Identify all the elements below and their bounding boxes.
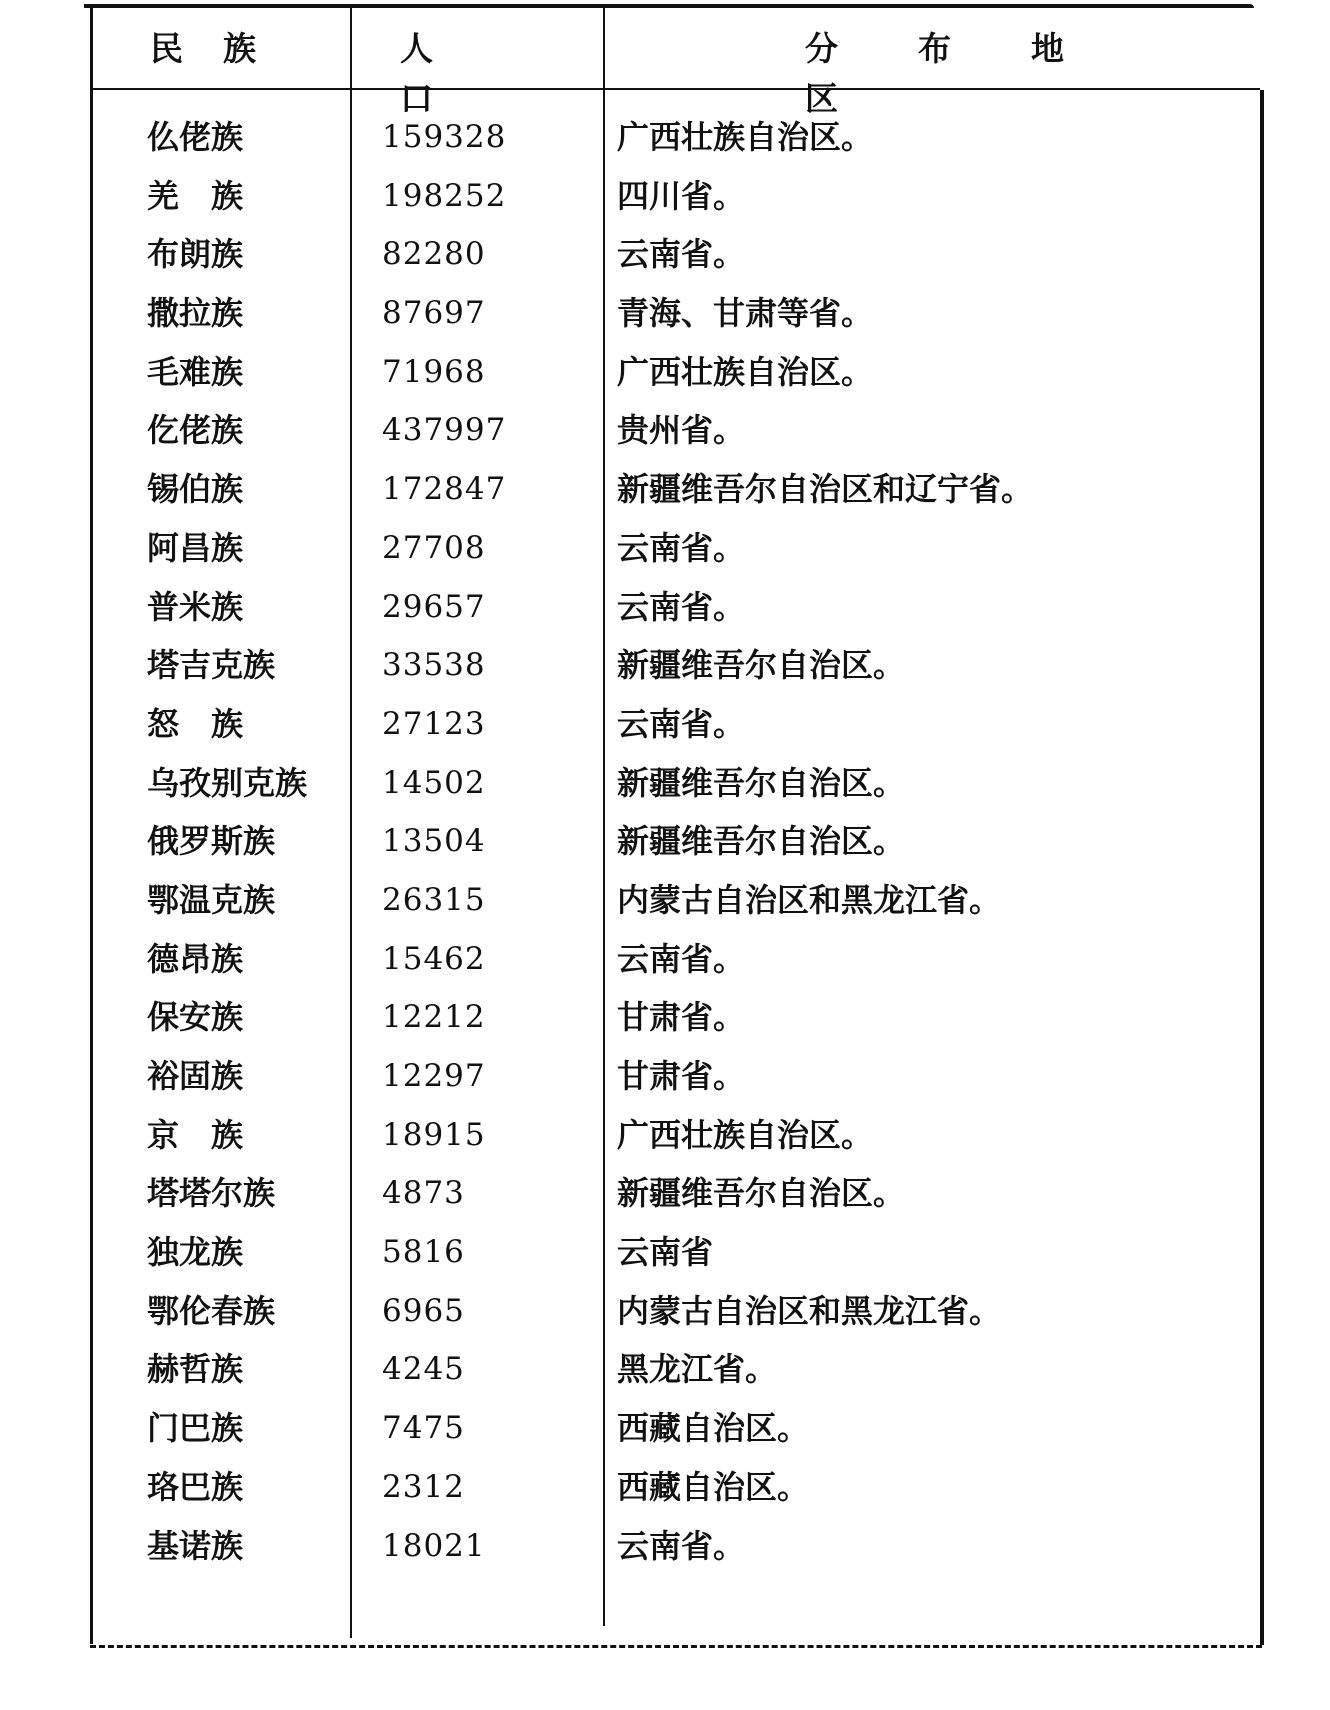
nation-cell: 基诺族 bbox=[147, 1526, 244, 1565]
nation-cell: 独龙族 bbox=[147, 1233, 244, 1272]
table-row bbox=[92, 1458, 1260, 1517]
distribution-cell: 新疆维吾尔自治区。 bbox=[617, 1174, 906, 1213]
table-body bbox=[92, 108, 1260, 1575]
table-row bbox=[92, 1106, 1260, 1165]
table-row bbox=[92, 108, 1260, 167]
table-row bbox=[92, 930, 1260, 989]
table-row bbox=[92, 754, 1260, 813]
nation-cell: 仡佬族 bbox=[147, 411, 244, 450]
population-cell: 172847 bbox=[382, 471, 507, 508]
population-cell: 198252 bbox=[382, 177, 507, 214]
table-row bbox=[92, 1164, 1260, 1223]
population-cell: 12212 bbox=[382, 999, 486, 1036]
population-cell: 14502 bbox=[382, 764, 486, 801]
table-row bbox=[92, 1223, 1260, 1282]
distribution-cell: 云南省。 bbox=[617, 235, 746, 274]
distribution-cell: 四川省。 bbox=[617, 176, 746, 215]
header-divider bbox=[92, 88, 1260, 90]
population-cell: 437997 bbox=[382, 412, 507, 449]
table-row bbox=[92, 578, 1260, 637]
distribution-cell: 内蒙古自治区和黑龙江省。 bbox=[617, 1291, 1002, 1330]
distribution-cell: 西藏自治区。 bbox=[617, 1467, 810, 1506]
nation-cell: 裕固族 bbox=[147, 1057, 244, 1095]
distribution-cell: 云南省。 bbox=[617, 939, 746, 978]
population-cell: 13504 bbox=[382, 823, 486, 860]
nation-cell: 毛难族 bbox=[147, 352, 244, 391]
distribution-cell: 黑龙江省。 bbox=[617, 1350, 778, 1389]
nation-cell: 德昂族 bbox=[147, 939, 244, 978]
distribution-cell: 甘肃省。 bbox=[617, 1057, 746, 1095]
distribution-cell: 新疆维吾尔自治区和辽宁省。 bbox=[617, 470, 1034, 509]
nation-cell: 鄂伦春族 bbox=[147, 1291, 276, 1330]
nation-cell: 乌孜别克族 bbox=[147, 763, 308, 802]
table-row bbox=[92, 343, 1260, 402]
nation-cell: 京 族 bbox=[147, 1115, 244, 1154]
table-row bbox=[92, 225, 1260, 284]
distribution-cell: 甘肃省。 bbox=[617, 998, 746, 1037]
nation-cell: 撒拉族 bbox=[147, 294, 244, 333]
population-cell: 2312 bbox=[382, 1468, 465, 1505]
distribution-cell: 新疆维吾尔自治区。 bbox=[617, 822, 906, 861]
population-cell: 26315 bbox=[382, 881, 486, 918]
distribution-cell: 广西壮族自治区。 bbox=[617, 118, 874, 156]
nation-cell: 保安族 bbox=[147, 998, 244, 1037]
distribution-cell: 新疆维吾尔自治区。 bbox=[617, 646, 906, 685]
table-row bbox=[92, 460, 1260, 519]
nation-cell: 布朗族 bbox=[147, 235, 244, 274]
distribution-cell: 内蒙古自治区和黑龙江省。 bbox=[617, 880, 1002, 919]
distribution-cell: 新疆维吾尔自治区。 bbox=[617, 763, 906, 802]
population-cell: 159328 bbox=[382, 119, 507, 155]
population-cell: 82280 bbox=[382, 236, 486, 273]
population-cell: 29657 bbox=[382, 588, 486, 625]
population-cell: 71968 bbox=[382, 353, 486, 390]
population-cell: 18915 bbox=[382, 1116, 486, 1153]
nation-cell: 普米族 bbox=[147, 587, 244, 626]
distribution-cell: 西藏自治区。 bbox=[617, 1409, 810, 1448]
population-cell: 18021 bbox=[382, 1527, 486, 1564]
population-cell: 87697 bbox=[382, 295, 486, 332]
population-cell: 7475 bbox=[382, 1410, 465, 1447]
table-row bbox=[92, 1399, 1260, 1458]
population-cell: 15462 bbox=[382, 940, 486, 977]
distribution-cell: 云南省。 bbox=[617, 704, 746, 743]
frame-bottom-border bbox=[90, 1645, 1262, 1648]
distribution-cell: 云南省。 bbox=[617, 528, 746, 567]
header-distribution: 分布地区 bbox=[805, 29, 1144, 118]
nation-cell: 仫佬族 bbox=[147, 118, 244, 156]
nation-cell: 塔吉克族 bbox=[147, 646, 276, 685]
distribution-cell: 云南省 bbox=[617, 1233, 714, 1272]
table-row bbox=[92, 519, 1260, 578]
table-row bbox=[92, 1047, 1260, 1106]
nation-cell: 珞巴族 bbox=[147, 1467, 244, 1506]
header-nation: 民族 bbox=[150, 29, 296, 68]
nation-cell: 塔塔尔族 bbox=[147, 1174, 276, 1213]
table-row bbox=[92, 1517, 1260, 1576]
population-cell: 5816 bbox=[382, 1234, 465, 1271]
population-cell: 12297 bbox=[382, 1058, 486, 1094]
population-cell: 27123 bbox=[382, 705, 486, 742]
population-cell: 33538 bbox=[382, 647, 486, 684]
frame-right-border bbox=[1260, 90, 1264, 1645]
population-cell: 4245 bbox=[382, 1351, 465, 1388]
header-population: 人口 bbox=[400, 29, 507, 118]
distribution-cell: 贵州省。 bbox=[617, 411, 746, 450]
nation-cell: 门巴族 bbox=[147, 1409, 244, 1448]
nation-cell: 赫哲族 bbox=[147, 1350, 244, 1389]
table-row bbox=[92, 812, 1260, 871]
table-row bbox=[92, 1282, 1260, 1341]
nation-cell: 锡伯族 bbox=[147, 470, 244, 509]
distribution-cell: 云南省。 bbox=[617, 1526, 746, 1565]
nation-cell: 鄂温克族 bbox=[147, 880, 276, 919]
table-row bbox=[92, 401, 1260, 460]
table-row bbox=[92, 636, 1260, 695]
distribution-cell: 云南省。 bbox=[617, 587, 746, 626]
table-row bbox=[92, 167, 1260, 226]
population-cell: 4873 bbox=[382, 1175, 465, 1212]
frame-top-border bbox=[84, 4, 1254, 8]
distribution-cell: 青海、甘肃等省。 bbox=[617, 294, 874, 333]
table-row bbox=[92, 284, 1260, 343]
population-cell: 6965 bbox=[382, 1292, 465, 1329]
distribution-cell: 广西壮族自治区。 bbox=[617, 352, 874, 391]
nation-cell: 俄罗斯族 bbox=[147, 822, 276, 861]
nation-cell: 怒 族 bbox=[147, 704, 244, 743]
table-row bbox=[92, 695, 1260, 754]
table-row bbox=[92, 1340, 1260, 1399]
nation-cell: 阿昌族 bbox=[147, 528, 244, 567]
nation-cell: 羌 族 bbox=[147, 176, 244, 215]
distribution-cell: 广西壮族自治区。 bbox=[617, 1115, 874, 1154]
population-cell: 27708 bbox=[382, 529, 486, 566]
table-row bbox=[92, 988, 1260, 1047]
table-row bbox=[92, 871, 1260, 930]
